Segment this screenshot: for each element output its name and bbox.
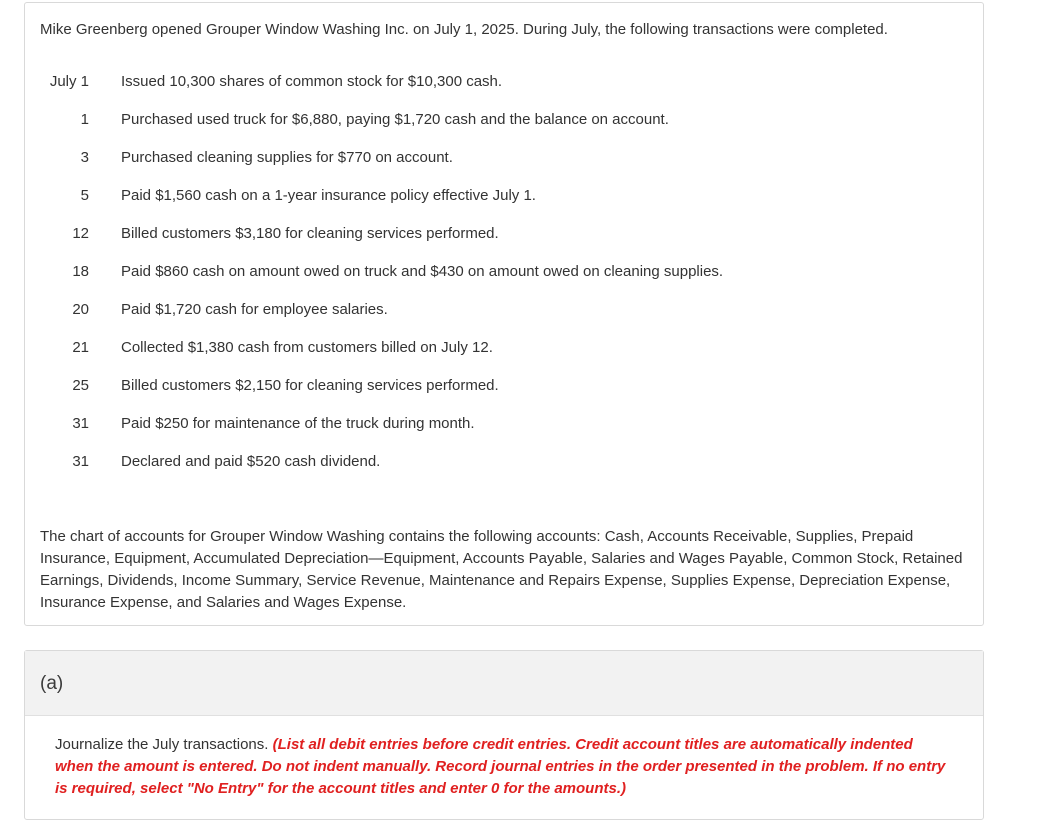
transaction-date: 12	[72, 225, 89, 242]
transaction-date: July 1	[49, 73, 89, 90]
transaction-description: Issued 10,300 shares of common stock for $10,300 cash.	[121, 73, 503, 90]
problem-intro: Mike Greenberg opened Grouper Window Washing Inc. on July 1, 2025. During July, the following transactions were completed.	[40, 21, 888, 38]
transaction-description: Paid $1,560 cash on a 1-year insurance policy effective July 1.	[121, 187, 536, 204]
problem-statement-card	[24, 2, 984, 626]
transaction-date: 1	[80, 111, 89, 128]
part-a-instructions	[55, 734, 955, 800]
transaction-description: Purchased cleaning supplies for $770 on account.	[121, 149, 453, 166]
transaction-description: Collected $1,380 cash from customers billed on July 12.	[121, 339, 493, 356]
transaction-description: Billed customers $3,180 for cleaning services performed.	[121, 225, 499, 242]
transaction-row	[25, 411, 925, 449]
transaction-description: Declared and paid $520 cash dividend.	[121, 453, 381, 470]
transaction-row	[25, 221, 925, 259]
transaction-date: 5	[80, 187, 89, 204]
transaction-date: 21	[72, 339, 89, 356]
instruction-text: Journalize the July transactions.	[55, 736, 269, 753]
transaction-row	[25, 69, 925, 107]
chart-of-accounts-text: The chart of accounts for Grouper Window Washing contains the following accounts: Cash, Accounts Receivable, Supplies, Prepaid Insurance, Equipment, Accumulated Depreciation—Equipment, Accounts Payable, Salaries and Wages Payable, Common Stock, Retained Earnings, Dividends, Income Summary, Service Revenue, Maintenance and Repairs Expense, Supplies Expense, Depreciation Expense, Insurance Expense, and Salaries and Wages Expense.	[40, 528, 963, 611]
part-a-header	[25, 651, 983, 716]
transaction-date: 18	[72, 263, 89, 280]
transaction-date: 31	[72, 453, 89, 470]
transaction-description: Billed customers $2,150 for cleaning services performed.	[121, 377, 499, 394]
transaction-row	[25, 145, 925, 183]
transaction-description: Paid $860 cash on amount owed on truck and $430 on amount owed on cleaning supplies.	[121, 263, 724, 280]
transactions-table	[25, 69, 925, 487]
transaction-date: 25	[72, 377, 89, 394]
transaction-description: Paid $1,720 cash for employee salaries.	[121, 301, 388, 318]
transaction-row	[25, 373, 925, 411]
transaction-date: 20	[72, 301, 89, 318]
transaction-row	[25, 107, 925, 145]
transaction-row	[25, 183, 925, 221]
transaction-date: 31	[72, 415, 89, 432]
part-a-label: (a)	[40, 673, 64, 694]
transaction-date: 3	[80, 149, 89, 166]
transaction-row	[25, 259, 925, 297]
transaction-row	[25, 335, 925, 373]
transaction-row	[25, 449, 925, 487]
transaction-row	[25, 297, 925, 335]
transaction-description: Paid $250 for maintenance of the truck during month.	[121, 415, 475, 432]
instruction-note: (List all debit entries before credit entries. Credit account titles are automatically indented when the amount is entered. Do not indent manually. Record journal entries in the order presented in the problem. If no entry is required, select "No Entry" for the account titles and enter 0 for the amounts.)	[55, 736, 946, 797]
part-a-card	[24, 650, 984, 820]
transaction-description: Purchased used truck for $6,880, paying $1,720 cash and the balance on account.	[121, 111, 669, 128]
